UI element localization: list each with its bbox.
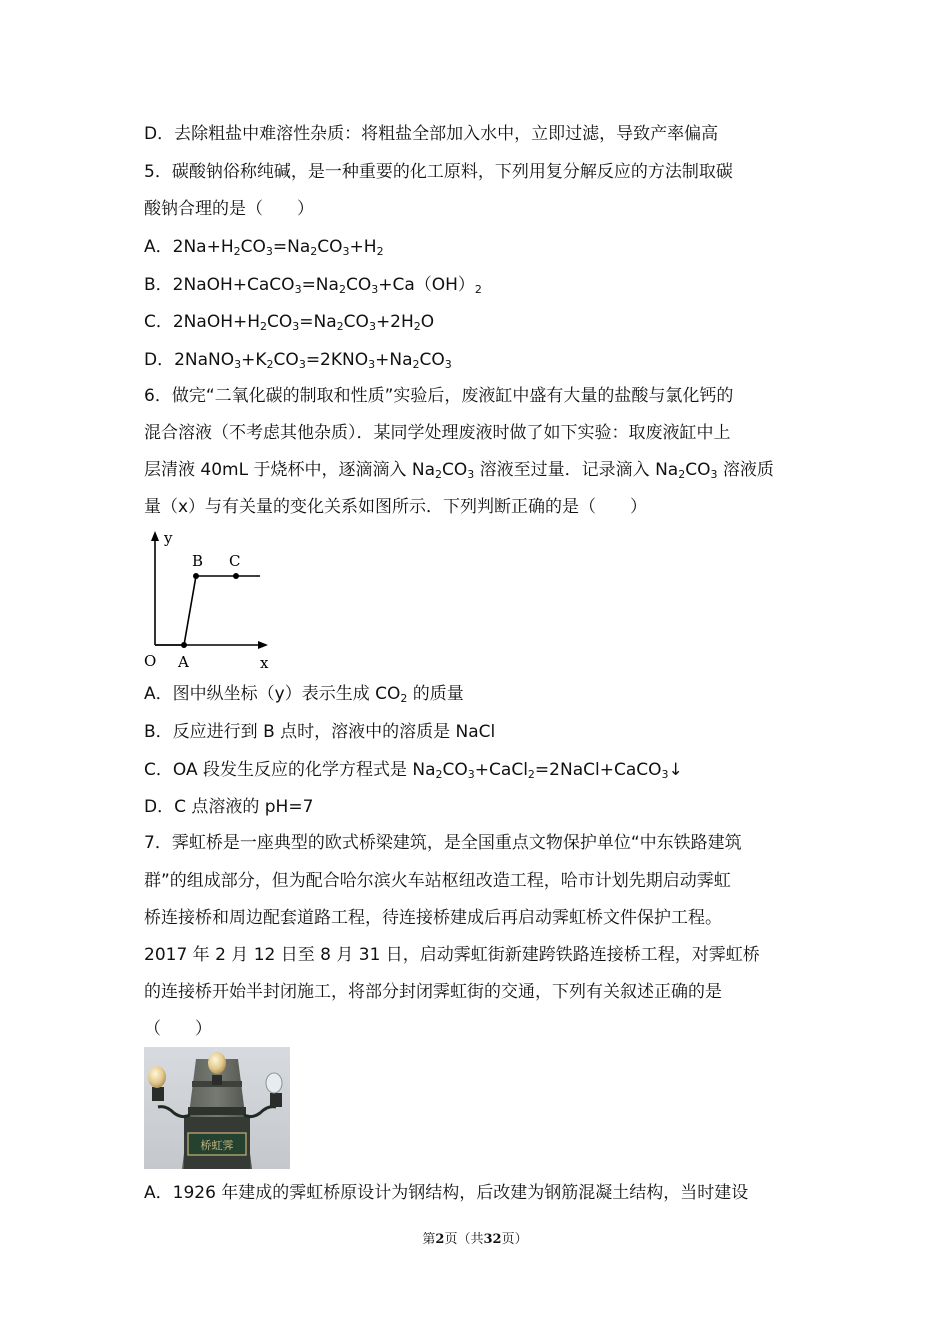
point-c-dot — [233, 573, 239, 579]
q5-option-b: B．$2NaOH+CaCO_3=Na_2CO_3+Ca(OH)_2$ — [144, 275, 482, 296]
q6-option-a: A．图中纵坐标（y）表示生成 $CO_2$ 的质量 — [144, 684, 464, 705]
origin-label: O — [144, 652, 157, 670]
q6-graph — [138, 525, 278, 675]
page-number: 2 — [435, 1232, 445, 1247]
bridge-photo — [144, 1047, 290, 1169]
q7-stem-line5: 的连接桥开始半封闭施工，将部分封闭霁虹街的交通，下列有关叙述正确的是 — [144, 982, 722, 1002]
q6-option-c: C．OA 段发生反应的化学方程式是 $Na_2CO_3+CaCl_2=2NaCl+CaCO_3↓$ — [144, 760, 683, 781]
q6-option-b: B．反应进行到 B 点时，溶液中的溶质是 NaCl — [144, 722, 496, 742]
q6-option-d: D．C 点溶液的 pH=7 — [144, 797, 314, 817]
q5-stem-line2: 酸钠合理的是（ ） — [144, 199, 314, 219]
q6-stem-line3: 层清液 40mL 于烧杯中，逐滴滴入 $Na_2CO_3$ 溶液至过量．记录滴入 $Na_2CO_3$ 溶液质 — [144, 460, 774, 481]
q6-stem-line2: 混合溶液（不考虑其他杂质）．某同学处理废液时做了如下实验：取废液缸中上 — [144, 423, 731, 443]
page-total: 32 — [483, 1232, 502, 1247]
y-axis-arrow — [151, 531, 159, 541]
q4-option-d: D．去除粗盐中难溶性杂质：将粗盐全部加入水中，立即过滤，导致产率偏高 — [144, 124, 719, 144]
q7-stem-line6: （ ） — [144, 1019, 212, 1039]
bridge-plaque-text: 桥虹霁 — [200, 1139, 234, 1152]
point-b-label: B — [192, 552, 204, 570]
x-axis-label: x — [260, 654, 269, 672]
q7-stem-line4: 2017 年 2 月 12 日至 8 月 31 日，启动霁虹街新建跨铁路连接桥工程，对霁虹桥 — [144, 945, 760, 965]
y-axis-label: y — [164, 529, 173, 547]
point-a-dot — [181, 642, 187, 648]
q5-option-d: D．$2NaNO_3+K_2CO_3=2KNO_3+Na_2CO_3$ — [144, 350, 452, 371]
q7-stem-line1: 7．霁虹桥是一座典型的欧式桥梁建筑，是全国重点文物保护单位“中东铁路建筑 — [144, 833, 742, 853]
point-c-label: C — [229, 552, 241, 570]
x-axis-arrow — [258, 641, 268, 649]
q6-stem-line1: 6．做完“二氧化碳的制取和性质”实验后，废液缸中盛有大量的盐酸与氯化钙的 — [144, 386, 734, 406]
q7-stem-line3: 桥连接桥和周边配套道路工程，待连接桥建成后再启动霁虹桥文件保护工程。 — [144, 908, 722, 928]
q5-option-a: A．$2Na+H_2CO_3=Na_2CO_3+H_2$ — [144, 237, 384, 258]
graph-curve — [155, 576, 260, 645]
q6-stem-line4: 量（x）与有关量的变化关系如图所示．下列判断正确的是（ ） — [144, 497, 648, 517]
q7-stem-line2: 群”的组成部分，但为配合哈尔滨火车站枢纽改造工程，哈市计划先期启动霁虹 — [144, 871, 731, 891]
point-a-label: A — [178, 653, 189, 671]
q7-option-a: A．1926 年建成的霁虹桥原设计为钢结构，后改建为钢筋混凝土结构，当时建设 — [144, 1183, 749, 1203]
q5-stem-line1: 5．碳酸钠俗称纯碱，是一种重要的化工原料，下列用复分解反应的方法制取碳 — [144, 162, 733, 182]
point-b-dot — [193, 573, 199, 579]
q5-option-c: C．$2NaOH+H_2CO_3=Na_2CO_3+2H_2O$ — [144, 312, 435, 333]
page-footer: 第2页（共32页） — [422, 1232, 528, 1247]
